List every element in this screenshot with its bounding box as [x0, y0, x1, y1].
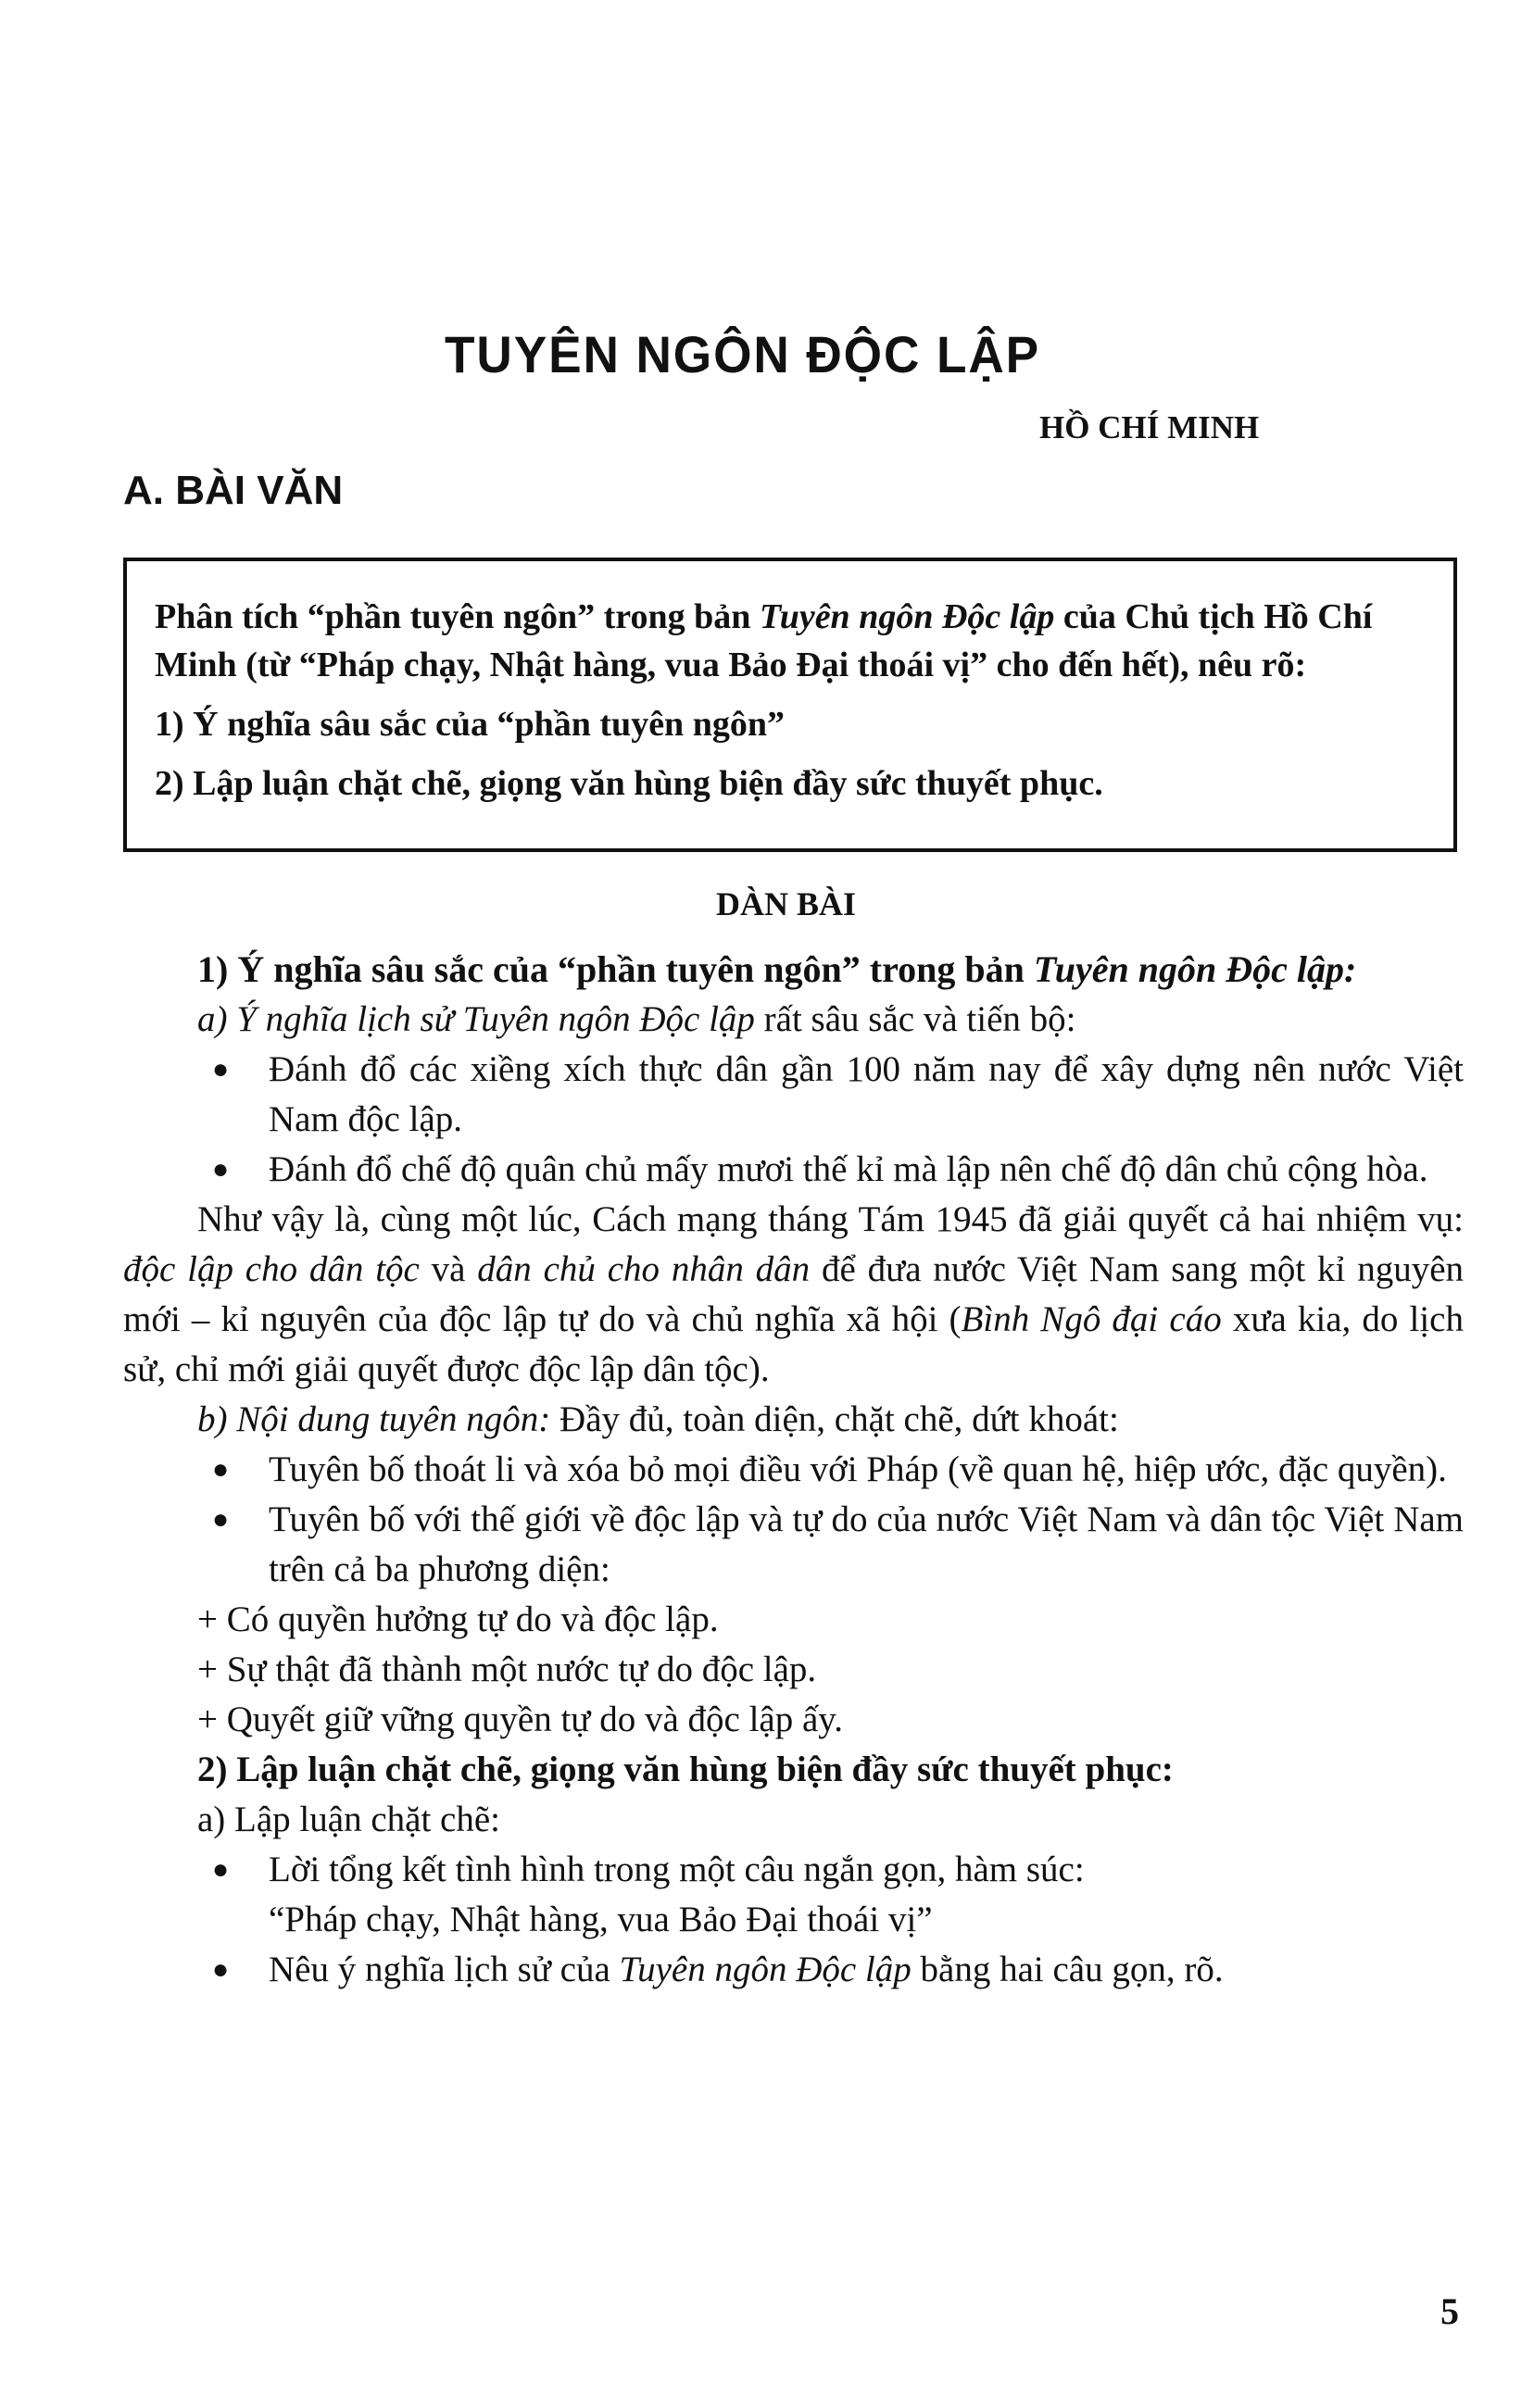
list-item: ● Đánh đổ các xiềng xích thực dân gần 100 năm nay để xây dựng nên nước Việt Nam độc lập. [123, 1045, 1464, 1145]
list-item: ● Lời tổng kết tình hình trong một câu ngắn gọn, hàm súc: [123, 1845, 1464, 1895]
subheading-b: b) Nội dung tuyên ngôn: Đầy đủ, toàn diện, chặt chẽ, dứt khoát: [197, 1399, 1119, 1439]
prompt-box [123, 558, 1457, 852]
plus-item: + Có quyền hưởng tự do và độc lập. [197, 1599, 719, 1639]
bullet-icon: ● [212, 1854, 230, 1885]
plus-item: + Quyết giữ vững quyền tự do và độc lập ấy. [197, 1699, 843, 1739]
outline-heading-2: 2) Lập luận chặt chẽ, giọng văn hùng biện đầy sức thuyết phục: [197, 1750, 1174, 1789]
page-number: 5 [1440, 2290, 1459, 2332]
bullet-icon: ● [212, 1954, 230, 1985]
paragraph: Như vậy là, cùng một lúc, Cách mạng tháng Tám 1945 đã giải quyết cả hai nhiệm vụ: độc lập cho dân tộc và dân chủ cho nhân dân để đưa nước Việt Nam sang một kỉ nguyên mới – kỉ nguyên của độc lập tự do và chủ nghĩa xã hội (Bình Ngô đại cáo xưa kia, do lịch sử, chỉ mới giải quyết được độc lập dân tộc). [123, 1199, 1465, 1389]
outline-heading: DÀN BÀI [716, 885, 857, 922]
outline-body [123, 945, 1464, 1995]
outline-heading-1: 1) Ý nghĩa sâu sắc của “phần tuyên ngôn” trong bản Tuyên ngôn Độc lập: [197, 948, 1357, 990]
bullet-icon: ● [212, 1054, 230, 1085]
page-title: TUYÊN NGÔN ĐỘC LẬP [445, 325, 1041, 383]
subheading-2a: a) Lập luận chặt chẽ: [197, 1800, 500, 1839]
bullet-icon: ● [212, 1154, 230, 1185]
prompt-item-1: 1) Ý nghĩa sâu sắc của “phần tuyên ngôn” [155, 705, 785, 744]
quote-line: “Pháp chạy, Nhật hàng, vua Bảo Đại thoái vị” [269, 1900, 933, 1939]
prompt-text: Phân tích “phần tuyên ngôn” trong bản Tuyên ngôn Độc lập của Chủ tịch Hồ Chí Minh (từ “Pháp chạy, Nhật hàng, vua Bảo Đại thoái vị” cho đến hết), nêu rõ: [155, 597, 1373, 684]
bullet-icon: ● [212, 1504, 230, 1535]
list-item: ● Tuyên bố với thế giới về độc lập và tự do của nước Việt Nam và dân tộc Việt Nam trên cả ba phương diện: [123, 1495, 1464, 1595]
list-item: ● Tuyên bố thoát li và xóa bỏ mọi điều với Pháp (về quan hệ, hiệp ước, đặc quyền). [123, 1445, 1464, 1495]
list-item: ● Nêu ý nghĩa lịch sử của Tuyên ngôn Độc lập bằng hai câu gọn, rõ. [123, 1945, 1464, 1995]
section-heading: A. BÀI VĂN [123, 468, 344, 513]
prompt-item-2: 2) Lập luận chặt chẽ, giọng văn hùng biện đầy sức thuyết phục. [155, 764, 1103, 803]
bullet-icon: ● [212, 1454, 230, 1485]
plus-item: + Sự thật đã thành một nước tự do độc lập. [197, 1649, 817, 1689]
author: HỒ CHÍ MINH [1039, 409, 1260, 445]
subheading-a: a) Ý nghĩa lịch sử Tuyên ngôn Độc lập rất sâu sắc và tiến bộ: [197, 999, 1076, 1039]
list-item: ● Đánh đổ chế độ quân chủ mấy mươi thế kỉ mà lập nên chế độ dân chủ cộng hòa. [123, 1145, 1464, 1195]
